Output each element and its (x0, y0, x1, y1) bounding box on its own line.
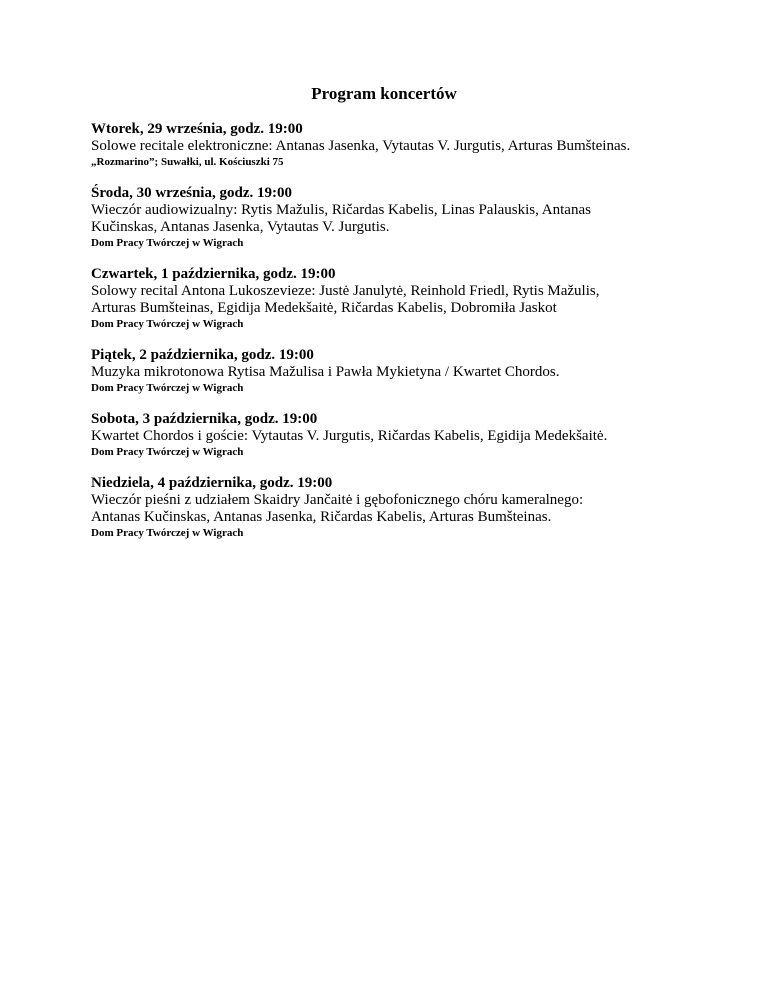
event-description-line: Muzyka mikrotonowa Rytisa Mažulisa i Pawła Mykietyna / Kwartet Chordos. (91, 364, 560, 380)
event-description-line: Wieczór pieśni z udziałem Skaidry Jančaitė i gębofonicznego chóru kameralnego: (91, 492, 584, 508)
event-item (91, 347, 711, 395)
event-list (91, 121, 711, 556)
event-item (91, 475, 711, 540)
event-date-heading: Środa, 30 września, godz. 19:00 (91, 185, 292, 201)
event-date-heading: Piątek, 2 października, godz. 19:00 (91, 347, 314, 363)
event-description-line: Kučinskas, Antanas Jasenka, Vytautas V. Jurgutis. (91, 219, 390, 235)
event-venue: Dom Pracy Twórczej w Wigrach (91, 382, 244, 394)
event-date-heading: Niedziela, 4 października, godz. 19:00 (91, 475, 333, 491)
event-description-line: Arturas Bumšteinas, Egidija Medekšaitė, Ričardas Kabelis, Dobromiła Jaskot (91, 300, 557, 316)
event-description-line: Solowy recital Antona Lukoszevieze: Justė Janulytė, Reinhold Friedl, Rytis Mažulis, (91, 283, 600, 299)
page-title: Program koncertów (311, 84, 457, 103)
event-date-heading: Wtorek, 29 września, godz. 19:00 (91, 121, 303, 137)
event-description-line: Antanas Kučinskas, Antanas Jasenka, Ričardas Kabelis, Arturas Bumšteinas. (91, 509, 552, 525)
event-date-heading: Czwartek, 1 października, godz. 19:00 (91, 266, 336, 282)
event-item (91, 411, 711, 459)
event-description-line: Kwartet Chordos i goście: Vytautas V. Jurgutis, Ričardas Kabelis, Egidija Medekšaitė. (91, 428, 608, 444)
event-date-heading: Sobota, 3 października, godz. 19:00 (91, 411, 318, 427)
event-venue: „Rozmarino”; Suwałki, ul. Kościuszki 75 (91, 156, 284, 168)
event-venue: Dom Pracy Twórczej w Wigrach (91, 318, 244, 330)
event-description-line: Solowe recitale elektroniczne: Antanas Jasenka, Vytautas V. Jurgutis, Arturas Bumšteinas. (91, 138, 631, 154)
event-venue: Dom Pracy Twórczej w Wigrach (91, 527, 244, 539)
event-venue: Dom Pracy Twórczej w Wigrach (91, 237, 244, 249)
event-description-line: Wieczór audiowizualny: Rytis Mažulis, Ričardas Kabelis, Linas Palauskis, Antanas (91, 202, 591, 218)
event-venue: Dom Pracy Twórczej w Wigrach (91, 446, 244, 458)
event-item (91, 266, 711, 331)
event-item (91, 185, 711, 250)
event-item (91, 121, 711, 169)
